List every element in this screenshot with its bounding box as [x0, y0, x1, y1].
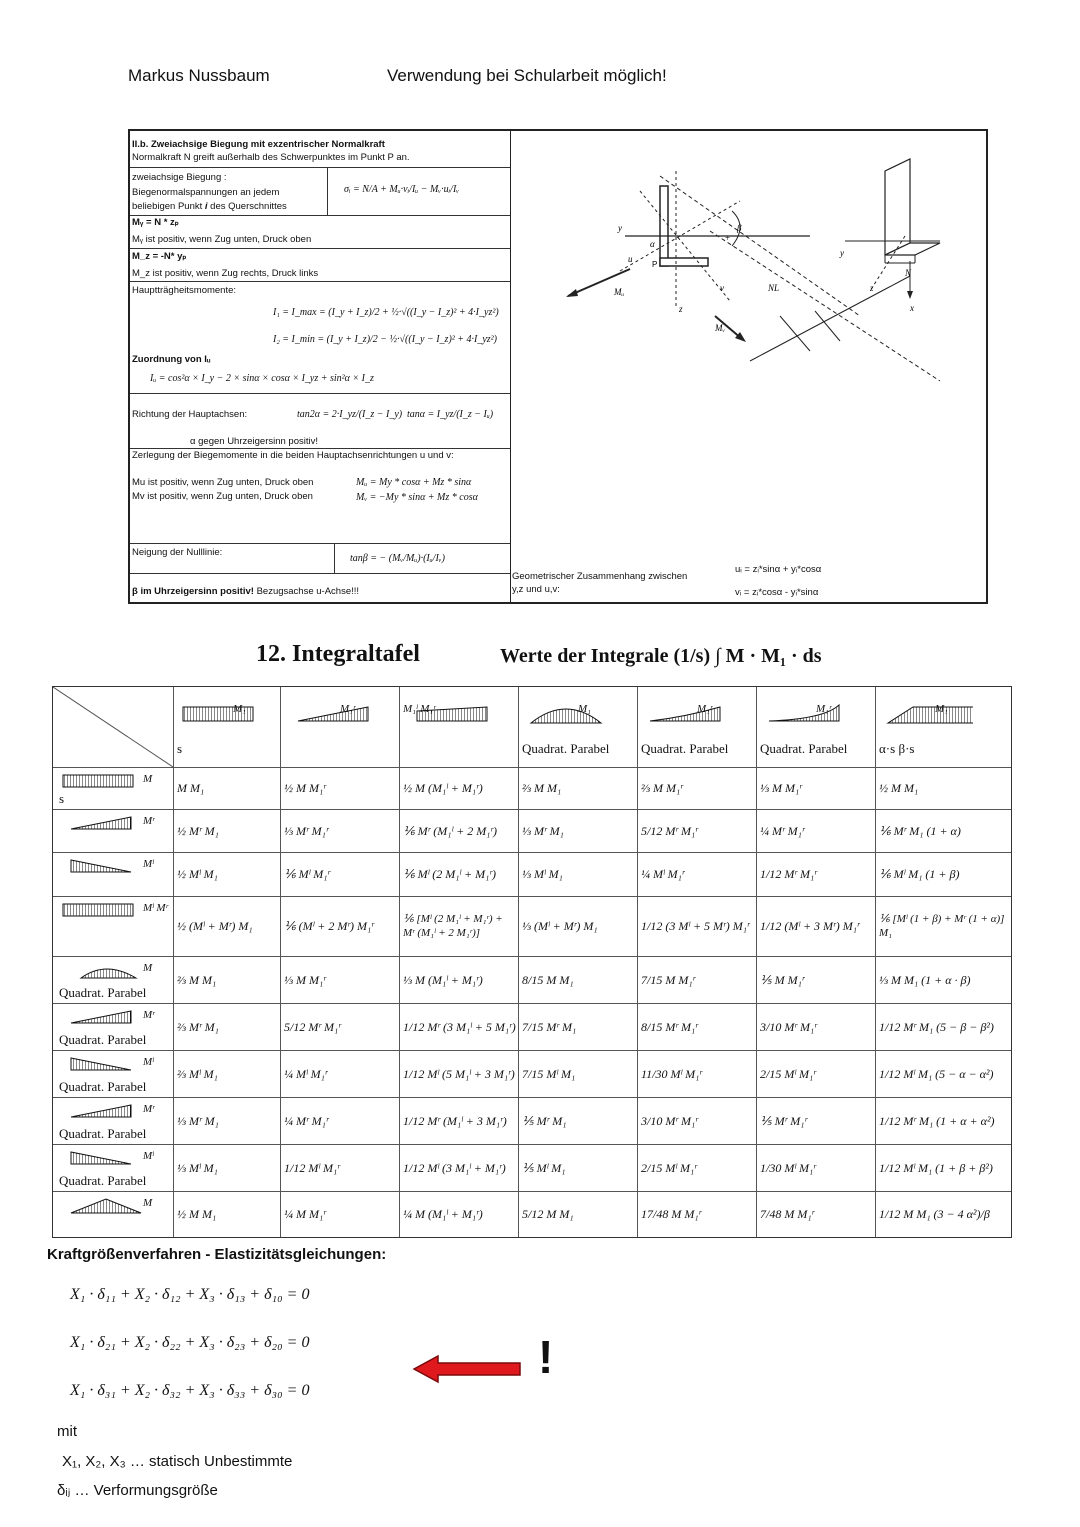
table-row-header — [53, 896, 173, 956]
table-cell: ⅓ M M₁ (1 + α · β) — [879, 972, 971, 987]
table-row-header — [53, 1003, 173, 1050]
point-i: i — [204, 201, 208, 212]
axis-z-label: z — [679, 304, 683, 314]
table-cell: ½ M M₁ — [177, 1207, 217, 1221]
table-cell: 8/15 Mʳ M₁ʳ — [641, 1019, 698, 1034]
table-cell: ⅓ Mʳ M₁ — [177, 1113, 219, 1128]
table-row-header — [53, 956, 173, 1003]
row-header-label: Mˡ — [143, 1150, 154, 1162]
table-cell: ⅕ Mˡ M₁ — [522, 1160, 566, 1175]
beta-note-2: Bezugsachse u-Achse!!! — [253, 586, 360, 597]
principal-label: Hauptträgheitsmomente: — [132, 285, 237, 296]
equation-3: X₁ · δ₃₁ + X₂ · δ₃₂ + X₃ · δ₃₃ + δ₃₀ = 0 — [70, 1382, 310, 1399]
table-cell: 5/12 Mʳ M₁ʳ — [641, 823, 698, 838]
integral-table — [52, 686, 1012, 1238]
table-cell: 1/12 Mˡ (3 M₁ˡ + M₁ʳ) — [403, 1160, 506, 1175]
table-col-header — [875, 687, 1011, 767]
header-note: Verwendung bei Schularbeit möglich! — [387, 66, 667, 85]
table-col-header — [173, 687, 280, 767]
table-cell: 1/12 Mʳ (M₁ˡ + 3 M₁ʳ) — [403, 1113, 507, 1128]
column-shape-icon — [181, 701, 271, 735]
decomp-label: Zerlegung der Biegemomente in die beiden Hauptachsenrichtungen u und v: — [132, 450, 454, 461]
table-cell: ⅔ Mˡ M₁ — [177, 1066, 218, 1081]
row-header-label: Mˡ — [143, 1056, 154, 1068]
table-cell: 1/12 Mʳ M₁ʳ — [760, 867, 817, 881]
table-cell: ⅙ Mˡ M₁ʳ — [284, 867, 331, 881]
row-header-label: Mʳ — [143, 1103, 155, 1115]
iu-formula: Iᵤ = cos²α × I_y − 2 × sinα × cosα × I_yz + sin²α × I_z — [150, 373, 374, 384]
table-cell: ⅔ M M₁ — [522, 781, 562, 795]
axis-y2-label: y — [840, 248, 844, 258]
my-definition: Mᵧ = N * zₚ — [132, 217, 179, 228]
null-line-label: Neigung der Nulllinie: — [132, 547, 223, 558]
table-cell: ⅕ Mʳ M₁ — [522, 1113, 567, 1128]
row-header-label: M — [143, 1197, 153, 1209]
table-cell: 2/15 Mˡ M₁ʳ — [641, 1160, 697, 1175]
author-name: Markus Nussbaum — [128, 66, 270, 85]
table-cell: ⅕ Mʳ M₁ʳ — [760, 1113, 808, 1128]
col-header-label: M₁ʳ — [340, 703, 356, 715]
col-header-label: M₁ — [935, 703, 948, 715]
table-cell: 5/12 Mʳ M₁ʳ — [284, 1019, 341, 1034]
table-cell: ¼ M (M₁ˡ + M₁ʳ) — [403, 1207, 483, 1221]
null-line-diagram-label: NL — [768, 283, 780, 293]
section-title: II.b. Zweiachsige Biegung mit exzentrischer Normalkraft — [132, 139, 385, 150]
table-cell: ½ Mʳ M₁ — [177, 823, 219, 838]
row-header-sub: s — [59, 791, 65, 806]
row-header-label: Mʳ — [143, 1009, 155, 1021]
table-cell: ⅓ Mˡ M₁ — [177, 1160, 218, 1175]
table-col-header — [518, 687, 637, 767]
row-header-label: M — [143, 773, 153, 785]
table-col-divider — [637, 687, 638, 1237]
corner-diagonal — [53, 687, 173, 767]
vi-formula: vᵢ = zᵢ*cosα - yᵢ*sinα — [735, 587, 819, 598]
mu-formula: Mᵤ = My * cosα + Mz * sinα — [356, 477, 472, 488]
table-subtitle: Werte der Integrale (1/s) ∫ M · M₁ · ds — [500, 645, 822, 667]
bending-label-3b: des Querschnittes — [210, 201, 287, 212]
table-cell: ⅙ [Mˡ (1 + β) + Mʳ (1 + α)] M₁ — [879, 913, 1005, 939]
tanb-formula: tanβ = − (Mᵥ/Mᵤ)·(Iᵤ/Iᵥ) — [350, 553, 445, 564]
alpha-note: α gegen Uhrzeigersinn positiv! — [190, 436, 319, 447]
col-header-label: M₁ — [233, 703, 246, 715]
col-header-sub: Quadrat. Parabel — [760, 741, 848, 756]
tana-formula: tanα = I_yz/(I_z − Iᵤ) — [407, 409, 494, 420]
table-cell: ⅙ [Mˡ (2 M₁ˡ + M₁ʳ) + Mʳ (M₁ˡ + 2 M₁ʳ)] — [403, 913, 503, 939]
table-cell: 7/15 Mˡ M₁ — [522, 1066, 576, 1081]
section-intro: Normalkraft N greift außerhalb des Schwerpunktes im Punkt P an. — [132, 152, 410, 163]
geo-label-1: Geometrischer Zusammenhang zwischen — [512, 571, 688, 582]
force-n-label: N — [905, 268, 912, 278]
axis-y-label: y — [618, 223, 622, 233]
table-cell: 3/10 Mʳ M₁ʳ — [760, 1019, 817, 1034]
col-header-sub: Quadrat. Parabel — [522, 741, 610, 756]
table-cell: 7/15 Mʳ M₁ — [522, 1019, 577, 1034]
geometry-panel — [510, 131, 988, 602]
row-header-label: M — [143, 962, 153, 974]
table-cell: ¼ Mʳ M₁ʳ — [284, 1113, 329, 1128]
equation-1: X₁ · δ₁₁ + X₂ · δ₁₂ + X₃ · δ₁₃ + δ₁₀ = 0 — [70, 1286, 310, 1303]
table-cell: 1/12 Mʳ (3 M₁ˡ + 5 M₁ʳ) — [403, 1019, 516, 1034]
row-shape-icon — [61, 1007, 151, 1029]
table-cell: ¼ Mˡ M₁ʳ — [284, 1066, 328, 1081]
table-col-divider — [399, 687, 400, 1237]
mv-label: Mᵥ — [715, 323, 726, 333]
row-shape-icon — [61, 1148, 151, 1170]
row-shape-icon — [61, 813, 151, 835]
table-cell: ½ M (M₁ˡ + M₁ʳ) — [403, 781, 483, 795]
geo-label-2: y,z und u,v: — [512, 584, 560, 595]
axis-v-label: v — [720, 283, 724, 293]
table-cell: ½ Mˡ M₁ — [177, 867, 218, 881]
equation-2: X₁ · δ₂₁ + X₂ · δ₂₂ + X₃ · δ₂₃ + δ₂₀ = 0 — [70, 1334, 310, 1351]
biegung-formulas — [130, 131, 511, 602]
table-cell: 1/12 Mʳ M₁ (5 − β − β²) — [879, 1019, 994, 1034]
col-header-label: M₁ʳ — [816, 703, 832, 715]
row-header-sub: Quadrat. Parabel — [59, 1032, 147, 1047]
table-cell: ⅙ Mˡ (2 M₁ˡ + M₁ʳ) — [403, 867, 496, 881]
table-cell: 5/12 M M₁ — [522, 1207, 574, 1221]
table-cell: 1/12 Mˡ M₁ʳ — [284, 1160, 340, 1175]
table-cell: ⅓ M M₁ʳ — [760, 781, 802, 795]
table-cell: 17/48 M M₁ʳ — [641, 1207, 702, 1221]
table-cell: ⅕ M M₁ʳ — [760, 972, 805, 987]
i2-formula: I₂ = I_min = (I_y + I_z)/2 − ½·√((I_y − I_z)² + 4·I_yz²) — [273, 334, 498, 345]
table-col-divider — [518, 687, 519, 1237]
table-cell: 1/12 M M₁ (3 − 4 α²)/β — [879, 1207, 990, 1221]
column-shape-icon — [288, 701, 378, 735]
table-col-header — [756, 687, 875, 767]
beta-label: β — [737, 223, 742, 233]
col-header-label: M₁ˡ M₁ʳ — [403, 703, 436, 715]
table-row-header — [53, 1191, 173, 1237]
row-header-sub: Quadrat. Parabel — [59, 1126, 147, 1141]
mit-label: mit — [57, 1423, 77, 1440]
table-cell: 1/12 (Mˡ + 3 Mʳ) M₁ʳ — [760, 919, 860, 933]
mz-definition: M_z = -N* yₚ — [132, 251, 187, 262]
table-cell: ⅓ Mˡ M₁ — [522, 867, 563, 881]
table-row-header — [53, 1144, 173, 1191]
row-header-sub: Quadrat. Parabel — [59, 1173, 147, 1188]
axes-label: Richtung der Hauptachsen: — [132, 409, 248, 420]
table-cell: 7/15 M M₁ʳ — [641, 972, 696, 987]
row-header-label: Mˡ — [143, 858, 154, 870]
table-cell: M M₁ — [177, 781, 205, 795]
table-cell: 1/30 Mˡ M₁ʳ — [760, 1160, 816, 1175]
table-col-divider — [280, 687, 281, 1237]
table-cell: 1/12 Mʳ M₁ (1 + α + α²) — [879, 1113, 995, 1128]
table-cell: 1/12 Mˡ M₁ (1 + β + β²) — [879, 1160, 993, 1175]
table-cell: ⅙ Mˡ M₁ (1 + β) — [879, 867, 960, 881]
mv-formula: Mᵥ = −My * sinα + Mz * cosα — [356, 492, 478, 503]
table-cell: ⅓ M M₁ʳ — [284, 972, 326, 987]
table-col-divider — [756, 687, 757, 1237]
bending-label-1: zweiachsige Biegung : — [132, 172, 227, 183]
red-arrow-icon — [412, 1352, 524, 1386]
table-cell: 1/12 (3 Mˡ + 5 Mʳ) M₁ʳ — [641, 919, 750, 933]
i1-formula: I₁ = I_max = (I_y + I_z)/2 + ½·√((I_y − I_z)² + 4·I_yz²) — [273, 307, 499, 318]
column-shape-icon — [526, 701, 616, 735]
row-shape-icon — [61, 771, 151, 793]
mz-sign: M_z ist positiv, wenn Zug rechts, Druck links — [132, 268, 319, 279]
column-shape-icon — [883, 701, 973, 735]
axis-x-label: x — [910, 303, 914, 313]
row-shape-icon — [61, 900, 151, 922]
table-row-header — [53, 767, 173, 809]
table-cell: ⅙ (Mˡ + 2 Mʳ) M₁ʳ — [284, 919, 374, 933]
table-cell: ⅔ M M₁ — [177, 972, 217, 987]
table-col-divider — [173, 687, 174, 1237]
delta-definition: δᵢⱼ … Verformungsgröße — [57, 1482, 218, 1499]
col-header-sub: Quadrat. Parabel — [641, 741, 729, 756]
axis-u-label: u — [628, 254, 633, 264]
table-col-divider — [875, 687, 876, 1237]
table-cell: ½ (Mˡ + Mʳ) M₁ — [177, 919, 253, 933]
column-shape-icon — [764, 701, 854, 735]
beta-note: β im Uhrzeigersinn positiv! — [132, 586, 254, 597]
bending-label-2: Biegenormalspannungen an jedem — [132, 187, 280, 198]
table-row-header — [53, 809, 173, 852]
point-p-label: P — [652, 260, 658, 269]
table-row-header — [53, 1097, 173, 1144]
kraft-title: Kraftgrößenverfahren - Elastizitätsgleichungen: — [47, 1246, 387, 1263]
row-shape-icon — [61, 960, 151, 982]
table-cell: ⅓ M (M₁ˡ + M₁ʳ) — [403, 972, 483, 987]
table-cell: ¼ M M₁ʳ — [284, 1207, 326, 1221]
table-cell: ½ M M₁ — [879, 781, 919, 795]
column-shape-icon — [645, 701, 735, 735]
col-header-label: M₁ — [578, 703, 591, 715]
table-cell: ⅓ (Mˡ + Mʳ) M₁ — [522, 919, 598, 933]
table-col-header — [399, 687, 518, 767]
row-header-label: Mʳ — [143, 815, 155, 827]
row-header-sub: Quadrat. Parabel — [59, 985, 147, 1000]
x-definition: X₁, X₂, X₃ … statisch Unbestimmte — [62, 1453, 293, 1470]
table-cell: ⅙ Mʳ M₁ (1 + α) — [879, 823, 961, 838]
col-header-sub: s — [177, 741, 183, 756]
table-cell: ⅔ M M₁ʳ — [641, 781, 683, 795]
bending-label-3: beliebigen Punkt — [132, 201, 203, 212]
mv-sign: Mv ist positiv, wenn Zug unten, Druck oben — [132, 491, 313, 502]
table-cell: ½ M M₁ʳ — [284, 781, 326, 795]
biegung-panel — [128, 129, 988, 604]
alpha-label: α — [650, 239, 655, 249]
table-cell: 1/12 Mˡ (5 M₁ˡ + 3 M₁ʳ) — [403, 1066, 515, 1081]
table-cell: 3/10 Mʳ M₁ʳ — [641, 1113, 698, 1128]
mu-label: Mᵤ — [614, 287, 625, 297]
row-header-sub: Quadrat. Parabel — [59, 1079, 147, 1094]
table-cell: ⅙ Mʳ (M₁ˡ + 2 M₁ʳ) — [403, 823, 498, 838]
assign-label: Zuordnung von Iᵤ — [132, 354, 211, 365]
col-header-label: M₁ʳ — [697, 703, 713, 715]
row-header-label: Mˡ Mʳ — [143, 902, 169, 914]
table-cell: 8/15 M M₁ — [522, 972, 574, 987]
cross-section-diagram — [510, 131, 988, 571]
tan2a-formula: tan2α = 2·I_yz/(I_z − I_y) — [297, 409, 403, 420]
table-cell: ¼ Mʳ M₁ʳ — [760, 823, 805, 838]
plus-label: + — [725, 233, 731, 243]
table-cell: 2/15 Mˡ M₁ʳ — [760, 1066, 816, 1081]
row-shape-icon — [61, 1101, 151, 1123]
axis-z2-label: z — [870, 283, 874, 293]
table-col-header — [280, 687, 399, 767]
table-cell: 7/48 M M₁ʳ — [760, 1207, 815, 1221]
table-cell: 11/30 Mˡ M₁ʳ — [641, 1066, 702, 1081]
my-sign: Mᵧ ist positiv, wenn Zug unten, Druck oben — [132, 234, 312, 245]
row-shape-icon — [61, 1195, 151, 1217]
table-row-header — [53, 1050, 173, 1097]
table-col-header — [637, 687, 756, 767]
table-cell: ⅔ Mʳ M₁ — [177, 1019, 219, 1034]
stress-formula: σᵢ = N/A + Mᵤ·vᵢ/Iᵤ − Mᵥ·uᵢ/Iᵥ — [344, 184, 460, 195]
col-header-sub: α·s β·s — [879, 741, 915, 756]
table-cell: ⅓ Mʳ M₁ — [522, 823, 564, 838]
ui-formula: uᵢ = zᵢ*sinα + yᵢ*cosα — [735, 564, 822, 575]
table-row-header — [53, 852, 173, 896]
exclamation-mark: ! — [538, 1331, 554, 1383]
table-cell: ⅓ Mʳ M₁ʳ — [284, 823, 329, 838]
table-title: 12. Integraltafel — [256, 641, 420, 667]
row-shape-icon — [61, 856, 151, 878]
table-cell: ¼ Mˡ M₁ʳ — [641, 867, 685, 881]
mu-sign: Mu ist positiv, wenn Zug unten, Druck oben — [132, 477, 314, 488]
table-cell: 1/12 Mˡ M₁ (5 − α − α²) — [879, 1066, 994, 1081]
row-shape-icon — [61, 1054, 151, 1076]
